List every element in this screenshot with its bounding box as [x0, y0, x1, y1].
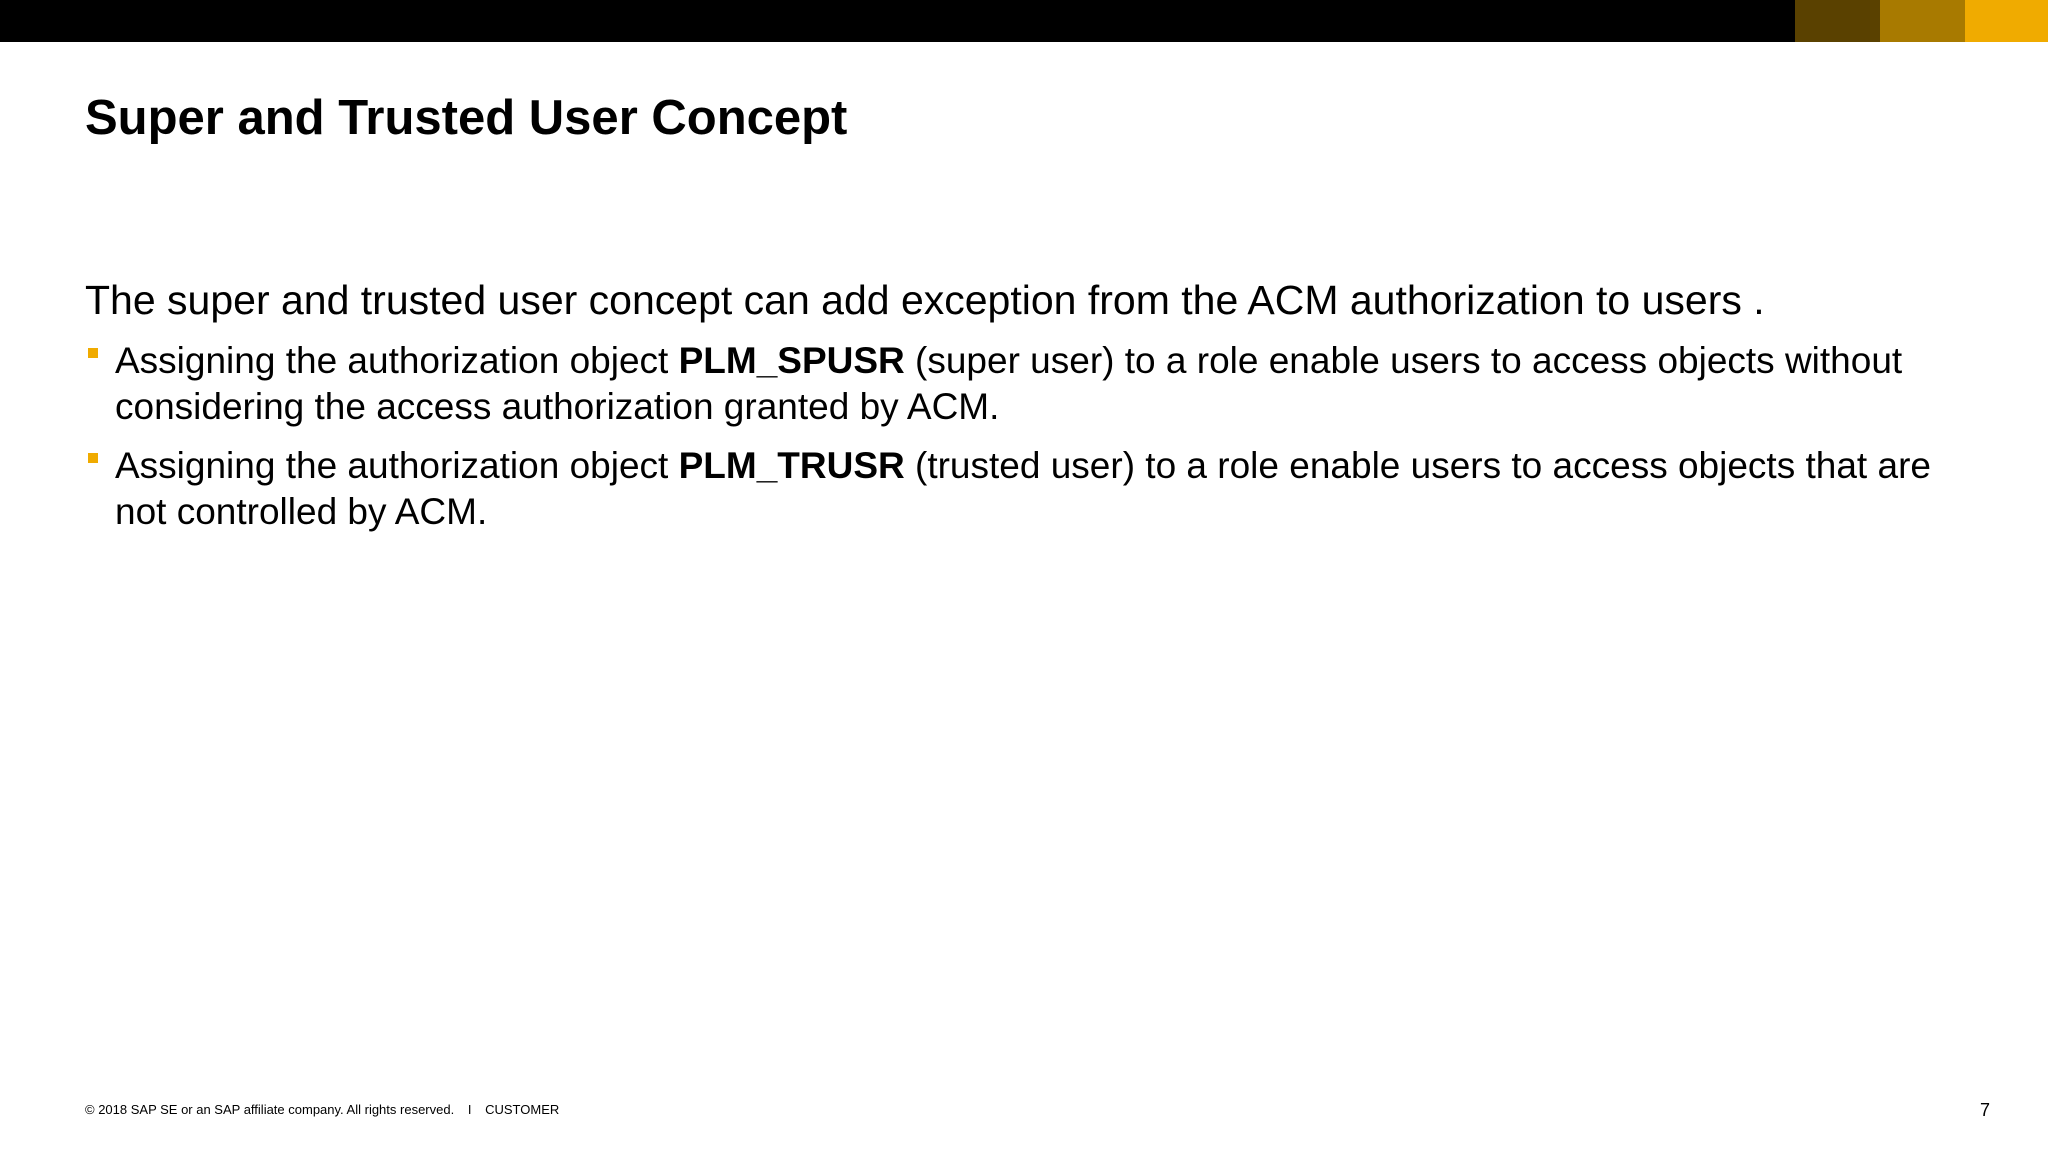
bullet-text-before: Assigning the authorization object — [115, 340, 679, 381]
bullet-item-super-user — [85, 338, 1985, 430]
classification-label: CUSTOMER — [485, 1102, 560, 1117]
top-bar — [0, 0, 2048, 42]
accent-block-light — [1965, 0, 2048, 42]
authorization-object-name: PLM_SPUSR — [678, 340, 905, 381]
bullet-text-before: Assigning the authorization object — [115, 445, 679, 486]
footer — [85, 1100, 559, 1120]
page-number: 7 — [1979, 1100, 1990, 1120]
footer-separator: I — [467, 1102, 472, 1117]
slide-title: Super and Trusted User Concept — [85, 91, 848, 145]
accent-block-dark — [1795, 0, 1880, 42]
intro-text: The super and trusted user concept can add exception from the ACM authorization to users . — [85, 277, 1765, 323]
bullet-list — [85, 338, 1985, 548]
bullet-text-after: (trusted user) to a role enable users to access objects that are not controlled by ACM. — [115, 445, 1931, 532]
square-bullet-icon — [88, 348, 98, 358]
bullet-text-after: (super user) to a role enable users to access objects without considering the access authorization granted by ACM. — [115, 340, 1903, 427]
accent-block-medium — [1880, 0, 1965, 42]
square-bullet-icon — [88, 453, 98, 463]
copyright-text: © 2018 SAP SE or an SAP affiliate company. All rights reserved. — [85, 1102, 455, 1117]
authorization-object-name: PLM_TRUSR — [678, 445, 905, 486]
bullet-item-trusted-user — [85, 443, 1985, 535]
